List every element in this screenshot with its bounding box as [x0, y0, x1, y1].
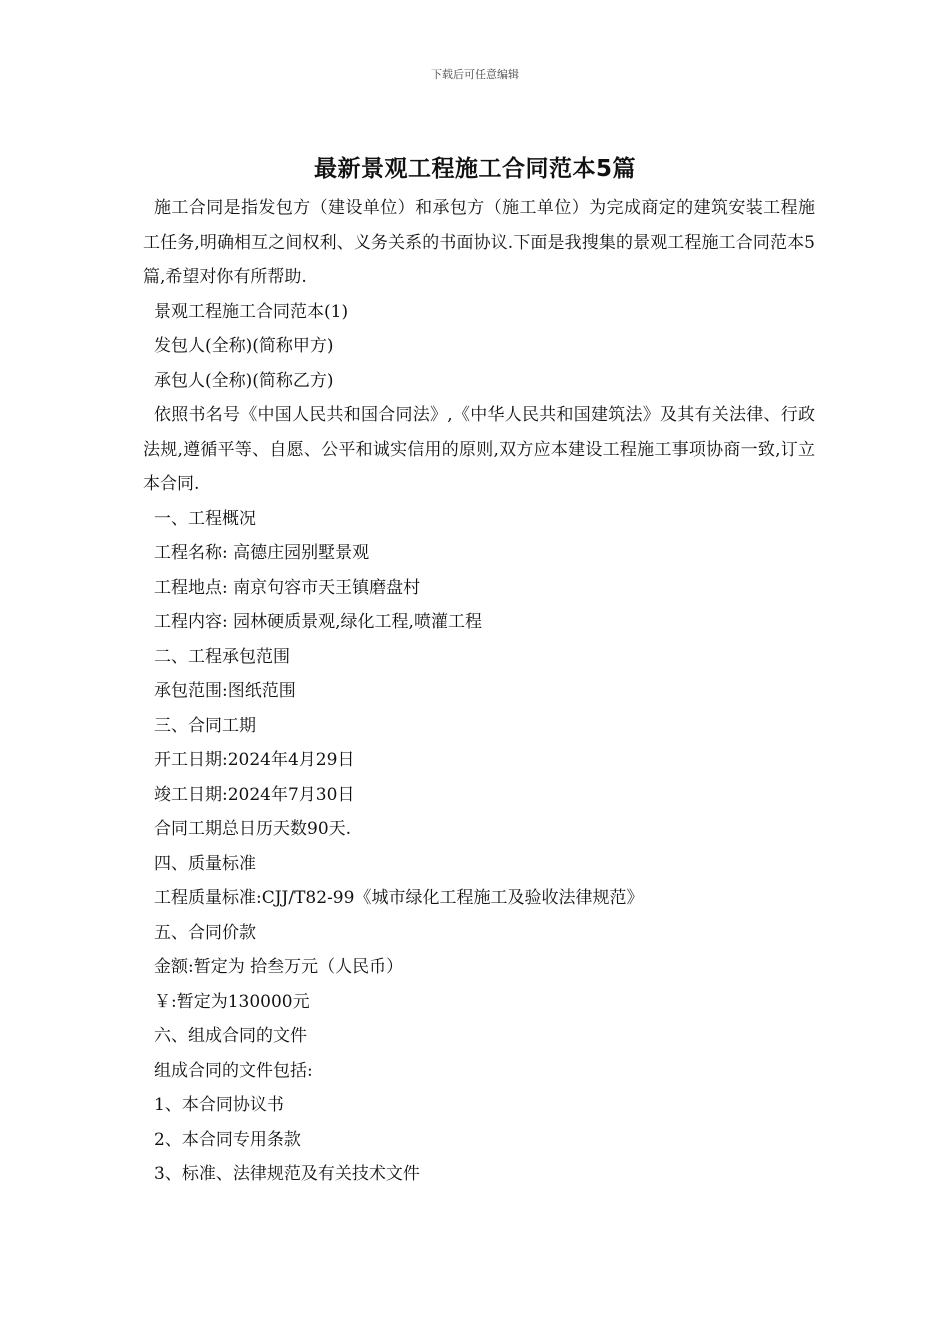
document-title: 最新景观工程施工合同范本5篇 — [313, 156, 636, 182]
paragraph-basis: 依照书名号《中国人民共和国合同法》,《中华人民共和国建筑法》及其有关法律、行政法规,遵循平等、自愿、公平和诚实信用的原则,双方应本建设工程施工事项协商一致,订立本合同. — [143, 405, 815, 494]
paragraph-party-a: 发包人(全称)(简称甲方) — [154, 336, 334, 356]
section-heading-period: 三、合同工期 — [154, 715, 256, 736]
section-heading-quality: 四、质量标准 — [154, 853, 256, 874]
paragraph-scope: 承包范围:图纸范围 — [154, 681, 296, 701]
paragraph-documents-intro: 组成合同的文件包括: — [154, 1060, 313, 1081]
paragraph-total-days: 合同工期总日历天数90天. — [154, 819, 352, 839]
section-heading-overview: 一、工程概况 — [154, 508, 256, 529]
section-heading-documents: 六、组成合同的文件 — [154, 1026, 307, 1046]
section-heading-price: 五、合同价款 — [154, 922, 256, 943]
paragraph-amount-yen: ￥:暂定为130000元 — [154, 991, 310, 1012]
paragraph-party-b: 承包人(全称)(简称乙方) — [154, 370, 334, 391]
paragraph-intro: 施工合同是指发包方（建设单位）和承包方（施工单位）为完成商定的建筑安装工程施工任务,明确相互之间权利、义务关系的书面协议.下面是我搜集的景观工程施工合同范本5篇,希望对你有所帮助. — [143, 198, 815, 287]
section-heading-scope: 二、工程承包范围 — [154, 646, 290, 667]
paragraph-heading-contract: 景观工程施工合同范本(1) — [154, 301, 349, 322]
paragraph-end-date: 竣工日期:2024年7月30日 — [154, 784, 355, 805]
list-item-agreement: 1、本合同协议书 — [154, 1095, 284, 1115]
list-item-standards: 3、标准、法律规范及有关技术文件 — [154, 1164, 420, 1184]
paragraph-project-content: 工程内容: 园林硬质景观,绿化工程,喷灌工程 — [154, 612, 482, 632]
paragraph-project-name: 工程名称: 高德庄园别墅景观 — [154, 543, 370, 563]
document-body — [143, 191, 815, 1192]
paragraph-start-date: 开工日期:2024年4月29日 — [154, 750, 355, 770]
header-note: 下载后可任意编辑 — [431, 68, 519, 81]
paragraph-project-location: 工程地点: 南京句容市天王镇磨盘村 — [154, 577, 421, 598]
paragraph-quality-standard: 工程质量标准:CJJ/T82-99《城市绿化工程施工及验收法律规范》 — [154, 888, 644, 908]
paragraph-amount: 金额:暂定为 拾叁万元（人民币） — [154, 957, 404, 977]
list-item-special-terms: 2、本合同专用条款 — [154, 1129, 301, 1150]
